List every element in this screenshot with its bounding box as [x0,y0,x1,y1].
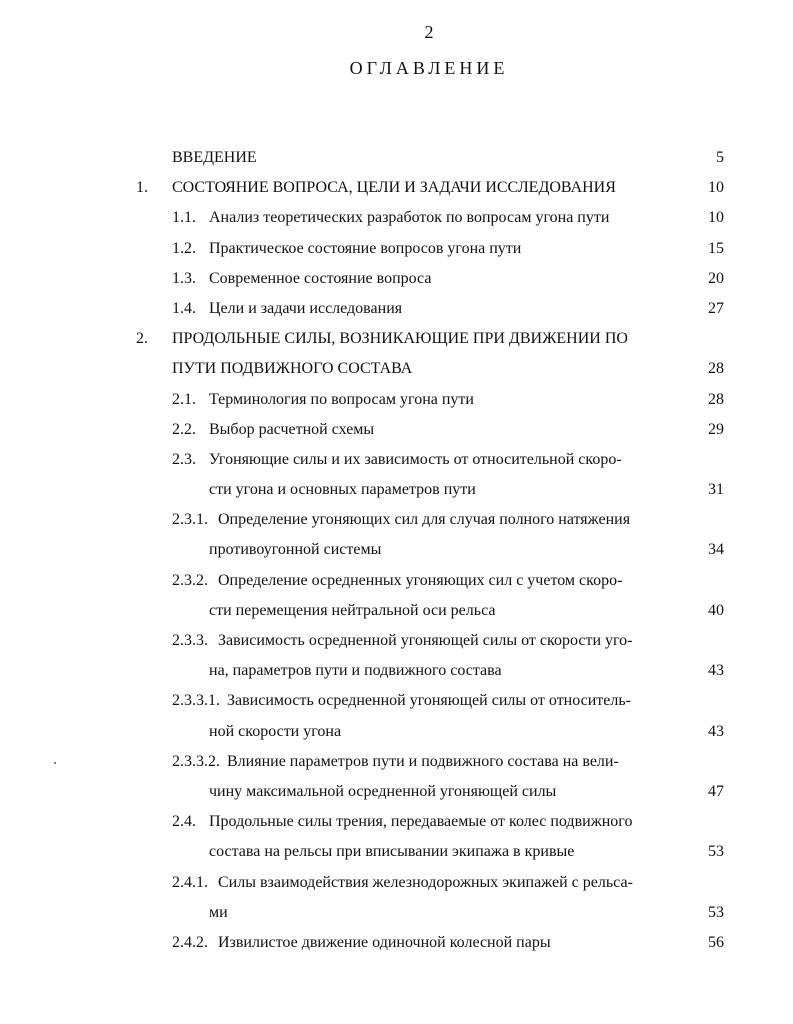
stray-mark [54,762,56,764]
toc-entry-title: сти перемещения нейтральной оси рельса [209,601,496,619]
toc-line [0,234,793,264]
toc-entry-title: Цели и задачи исследования [209,299,403,317]
toc-entry-number: 2.2. [172,420,196,438]
toc-entry [0,868,793,928]
toc-entry-page: 31 [708,481,724,499]
toc-line [0,626,793,656]
toc-entry-title: Силы взаимодействия железнодорожных экипажей с рельса- [218,873,633,891]
toc-line [0,354,793,384]
toc-entry [0,566,793,626]
toc-line [0,747,793,777]
toc-entry-title: СОСТОЯНИЕ ВОПРОСА, ЦЕЛИ И ЗАДАЧИ ИССЛЕДОВАНИЯ [172,179,616,197]
toc-entry [0,626,793,686]
toc-entry-number: 1.2. [172,239,196,257]
toc-entry [0,807,793,867]
toc-entry [0,234,793,264]
toc-entry-page: 53 [708,843,724,861]
toc-entry-title: Зависимость осредненной угоняющей силы от относитель- [227,692,632,710]
toc-line [0,415,793,445]
toc-entry-title: Продольные силы трения, передаваемые от колес подвижного [209,813,633,831]
toc-line [0,264,793,294]
toc-entry-title: состава на рельсы при вписывании экипажа в кривые [209,843,575,861]
toc-entry-title: Зависимость осредненной угоняющей силы от скорости уго- [218,632,633,649]
toc-line [0,837,793,867]
toc-entry-title: Современное состояние вопроса [209,269,432,287]
toc-entry [0,294,793,324]
toc-entry-title: Влияние параметров пути и подвижного состава на вели- [227,752,619,770]
toc-entry-title: на, параметров пути и подвижного состава [209,662,502,680]
toc-entry [0,445,793,505]
toc-entry-page: 28 [708,360,724,378]
toc-entry-title: Выбор расчетной схемы [209,420,375,438]
toc-line [0,686,793,716]
toc-entry [0,686,793,746]
toc-entry-title: Извилистое движение одиночной колесной пары [218,933,551,951]
toc-entry [0,324,793,384]
toc-line [0,203,793,233]
toc-entry-number: 2.3.3.1. [172,692,220,710]
toc-line [0,535,793,565]
toc-entry-title: Определение осредненных угоняющих сил с учетом скоро- [218,571,623,589]
toc-entry-page: 29 [708,420,724,438]
toc-entry-title: Определение угоняющих сил для случая полного натяжения [218,511,631,529]
toc-entry [0,143,793,173]
toc-entry-page: 56 [708,933,724,951]
toc-line [0,294,793,324]
toc-entry-number: 1. [136,179,148,197]
toc-entry-page: 47 [708,782,724,800]
toc-entry-page: 53 [708,903,724,921]
toc-entry-title: Терминология по вопросам угона пути [209,390,474,408]
toc-entry-title: ВВЕДЕНИЕ [172,149,257,166]
toc-entry-page: 5 [716,149,724,166]
toc-entry-page: 43 [708,722,724,740]
toc-line [0,868,793,898]
toc-entry-title: противоугонной системы [209,541,382,559]
toc-entry-number: 2.3.1. [172,511,208,529]
toc-entry [0,264,793,294]
toc-line [0,807,793,837]
toc-entry [0,203,793,233]
toc-entry-number: 2.4.2. [172,933,208,951]
toc-entry-number: 2.3. [172,450,196,468]
page-title: ОГЛАВЛЕНИЕ [349,58,509,78]
toc-line [0,717,793,747]
toc-entry [0,385,793,415]
toc-entry-number: 2. [136,330,148,348]
toc-entry-title: сти угона и основных параметров пути [209,481,476,499]
toc-entry-title: ной скорости угона [209,722,342,740]
toc-entry-number: 2.4.1. [172,873,208,891]
toc-entry-page: 43 [708,662,724,680]
toc-entry-number: 2.3.2. [172,571,208,589]
toc-line [0,324,793,354]
toc-entry-title: ПУТИ ПОДВИЖНОГО СОСТАВА [172,360,413,378]
toc-entry-page: 40 [708,601,724,619]
toc-entry-title: ПРОДОЛЬНЫЕ СИЛЫ, ВОЗНИКАЮЩИЕ ПРИ ДВИЖЕНИИ ПО [172,330,628,348]
toc-entry-title: ми [209,903,228,921]
toc-line [0,143,793,173]
toc-line [0,777,793,807]
toc-line [0,475,793,505]
toc-entry-number: 1.1. [172,209,196,227]
toc-entry-number: 2.4. [172,813,196,831]
toc-line [0,656,793,686]
toc-entry-page: 10 [708,209,724,227]
toc-entry-title: Угоняющие силы и их зависимость от относительной скоро- [209,450,622,468]
toc-entry [0,415,793,445]
table-of-contents [0,143,793,958]
toc-line [0,445,793,475]
toc-entry-number: 2.1. [172,390,196,408]
toc-entry-page: 27 [708,299,724,317]
toc-entry-number: 1.4. [172,299,196,317]
toc-entry-number: 2.3.3. [172,632,208,649]
toc-entry-page: 28 [708,390,724,408]
toc-entry [0,928,793,958]
toc-line [0,898,793,928]
toc-entry-title: Практическое состояние вопросов угона пути [209,239,522,257]
toc-entry-title: чину максимальной осредненной угоняющей силы [209,782,557,800]
toc-entry-title: Анализ теоретических разработок по вопросам угона пути [209,209,610,227]
toc-line [0,566,793,596]
toc-entry-page: 34 [708,541,724,559]
toc-entry [0,505,793,565]
toc-entry-page: 10 [708,179,724,197]
toc-entry [0,747,793,807]
toc-line [0,928,793,958]
toc-line [0,385,793,415]
toc-line [0,173,793,203]
toc-entry [0,173,793,203]
page-number: 2 [424,22,434,42]
toc-line [0,596,793,626]
toc-entry-page: 20 [708,269,724,287]
toc-entry-number: 2.3.3.2. [172,752,220,770]
toc-entry-page: 15 [708,239,724,257]
toc-entry-number: 1.3. [172,269,196,287]
toc-line [0,505,793,535]
